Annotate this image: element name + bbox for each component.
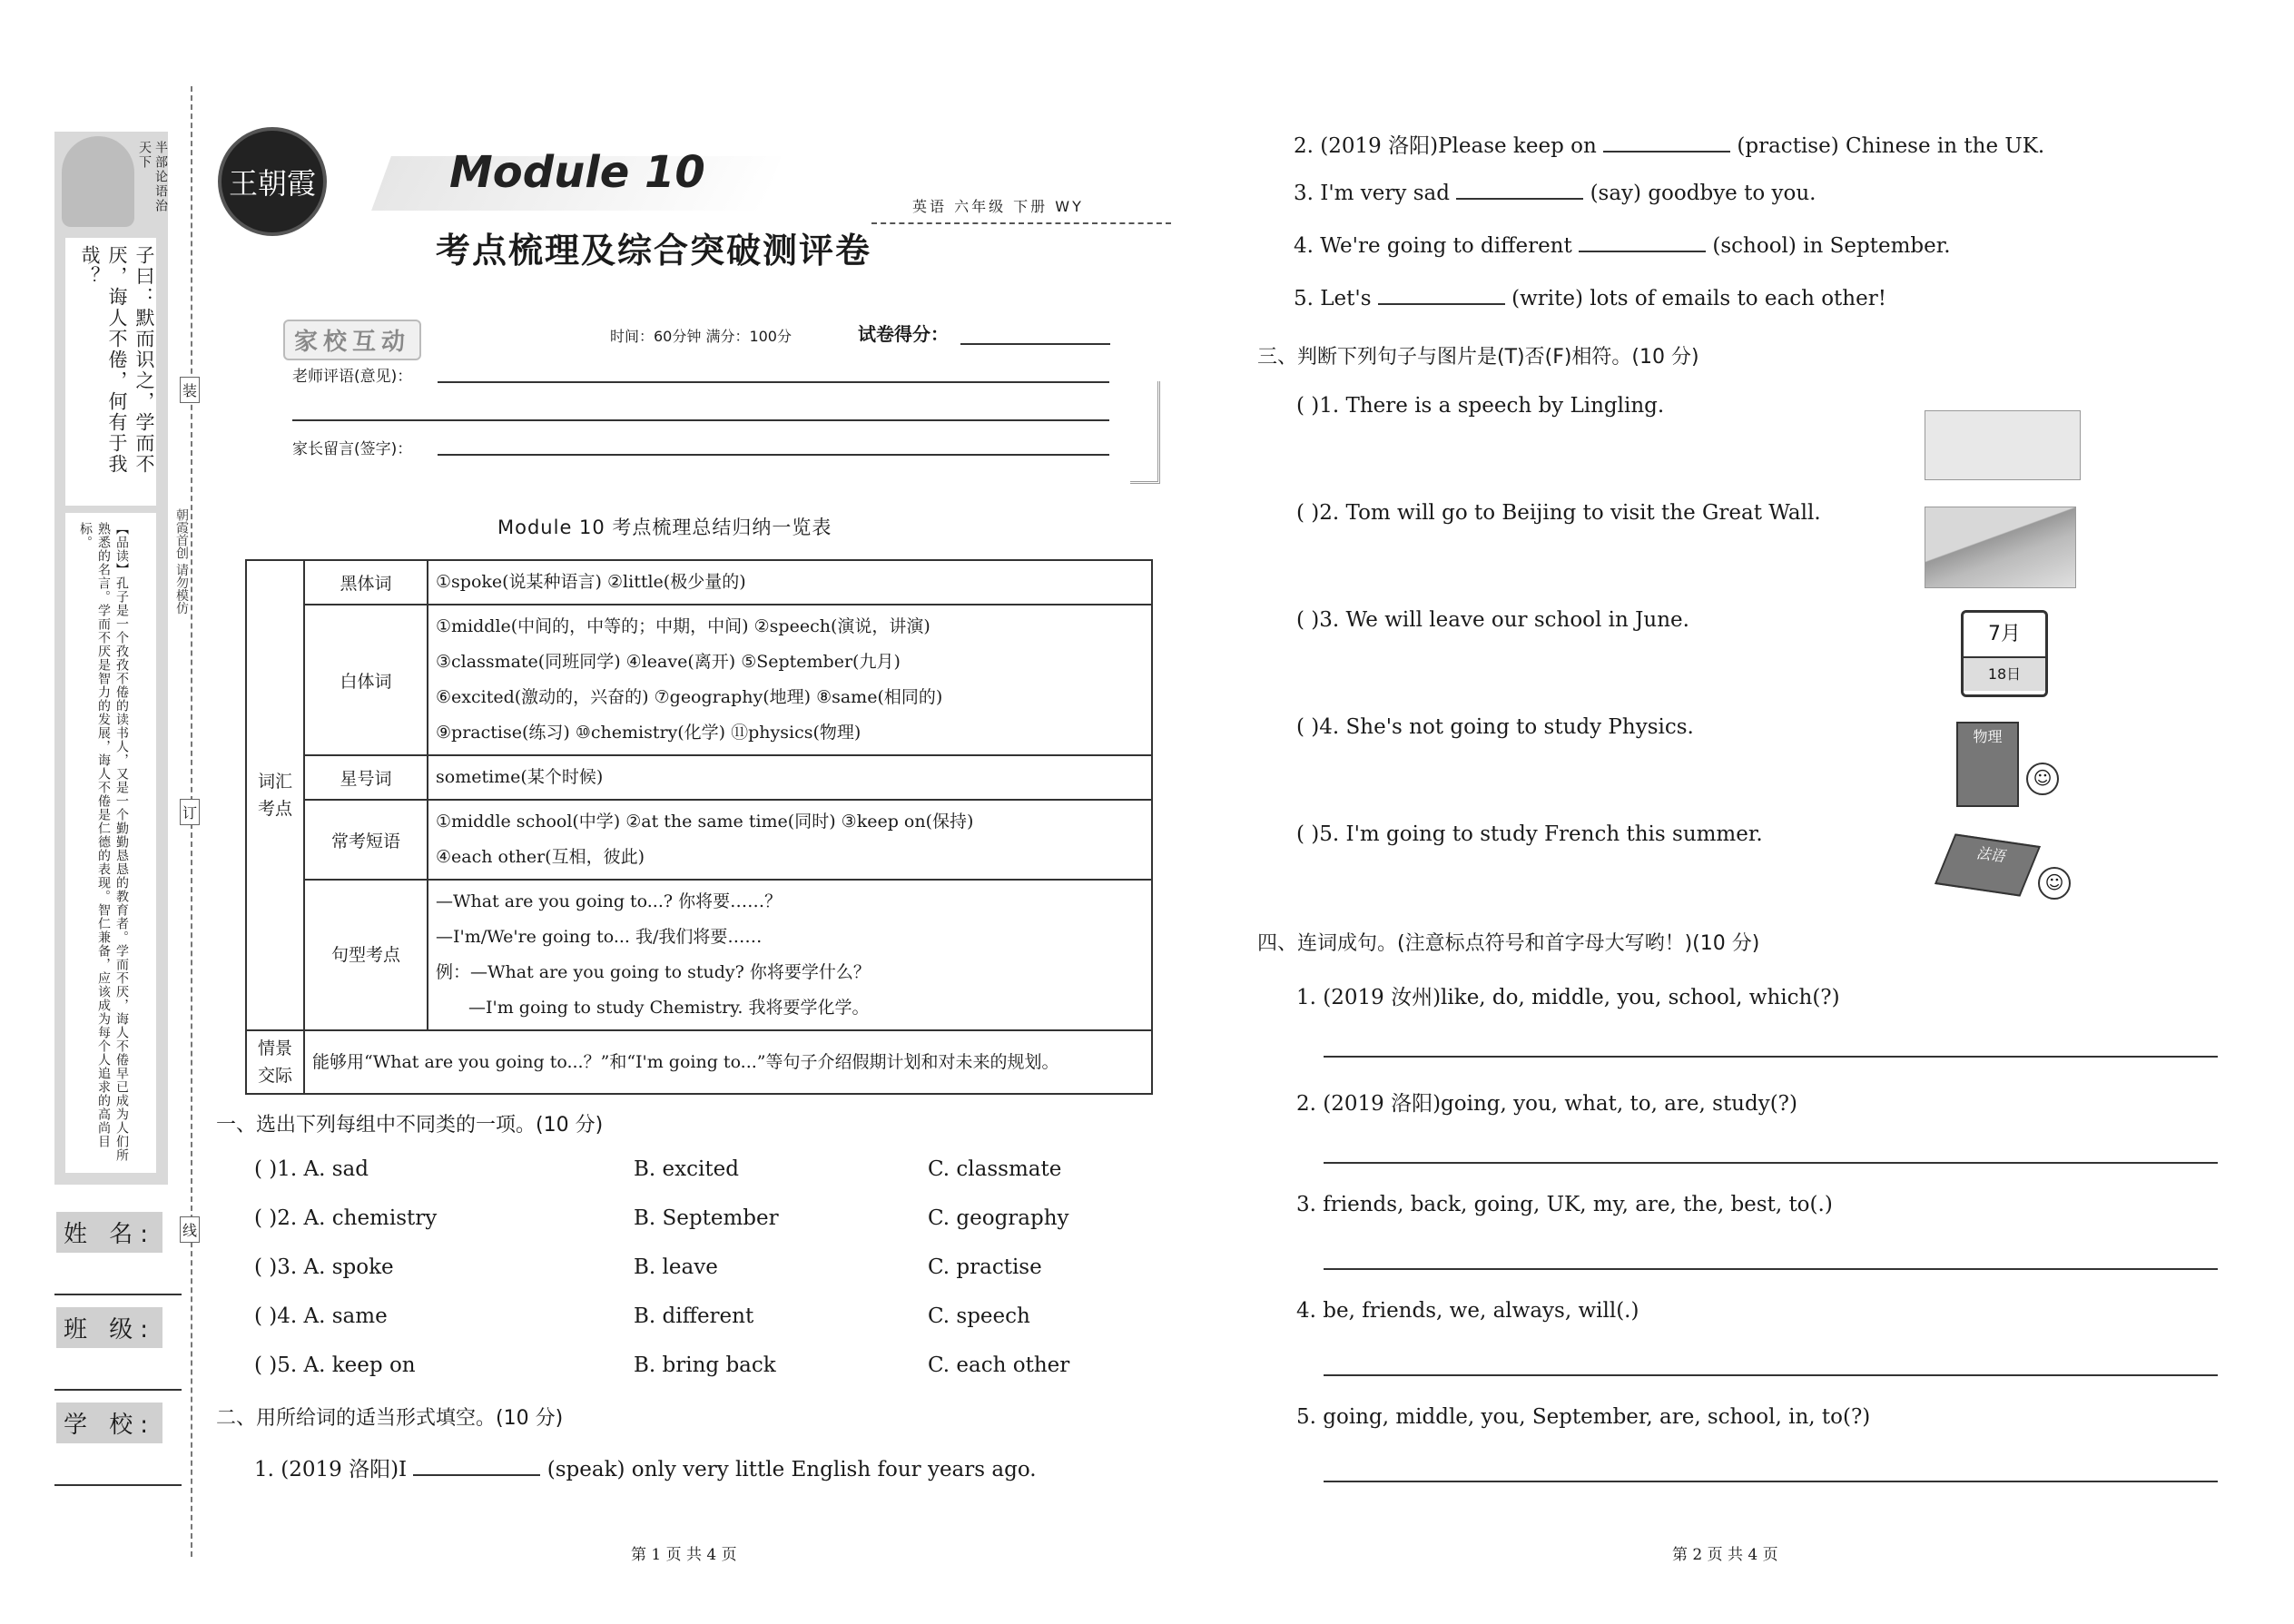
teacher-comment-label: 老师评语(意见)： (292, 368, 413, 386)
table-row (246, 880, 1152, 1030)
phrases-content (428, 800, 1152, 880)
phrase-line: ④each other(互相，彼此) (436, 847, 645, 867)
name-field[interactable] (54, 1294, 182, 1295)
part1-q1-c: C. classmate (928, 1157, 1062, 1181)
phrases-label: 常考短语 (304, 800, 428, 880)
part1-q3: ( )3. A. spoke (254, 1255, 394, 1279)
part4-q1-answer-line[interactable] (1324, 1056, 2218, 1058)
part1-q5-b: B. bring back (634, 1353, 776, 1377)
situation-category: 情景交际 (246, 1030, 304, 1094)
part3-heading: 三、判断下列句子与图片是(T)否(F)相符。(10 分) (1257, 346, 1699, 369)
star-words-content: sometime(某个时候) (428, 755, 1152, 800)
part1-q2: ( )2. A. chemistry (254, 1206, 438, 1230)
part4-q2-answer-line[interactable] (1324, 1162, 2218, 1164)
module-title: Module 10 (449, 147, 705, 198)
part1-q2-c: C. geography (928, 1206, 1069, 1230)
part4-q4-answer-line[interactable] (1324, 1374, 2218, 1376)
sentence-line: —I'm going to study Chemistry. 我将要学化学。 (468, 998, 870, 1018)
summary-table-title: Module 10 考点梳理总结归纳一览表 (497, 517, 832, 538)
home-school-badge: 家校互动 (283, 320, 421, 360)
score-label: 试卷得分： (858, 323, 949, 345)
part1-q1-b: B. excited (634, 1157, 739, 1181)
part2-q3 (1294, 182, 1816, 205)
part2-heading: 二、用所给词的适当形式填空。(10 分) (216, 1407, 564, 1430)
part2-q4 (1294, 234, 1951, 258)
part4-q5: 5. going, middle, you, September, are, school, in, to(?) (1296, 1405, 1871, 1429)
part1-q3-c: C. practise (928, 1255, 1042, 1279)
table-row (246, 1030, 1152, 1094)
phrase-line: ①middle school(中学) ②at the same time(同时) ③keep on(保持) (436, 812, 974, 832)
part4-heading: 四、连词成句。(注意标点符号和首字母大写哟！)(10 分) (1257, 932, 1760, 955)
part4-q5-answer-line[interactable] (1324, 1481, 2218, 1482)
physics-book-icon: 物理 (1956, 722, 2019, 807)
bold-words-content: ①spoke(说某种语言) ②little(极少量的) (428, 560, 1152, 605)
part1-q4-b: B. different (634, 1304, 754, 1328)
smile-icon: ☺ (2038, 867, 2071, 900)
table-row (246, 605, 1152, 755)
part4-q1: 1. (2019 汝州)like, do, middle, you, school, which(?) (1296, 986, 1840, 1009)
sentence-line: 例：—What are you going to study? 你将要学什么？ (436, 962, 871, 982)
part1-q4-c: C. speech (928, 1304, 1030, 1328)
part2-q4-pre: 4. We're going to different (1294, 234, 1572, 258)
bold-words-label: 黑体词 (304, 560, 428, 605)
part3-q3: ( )3. We will leave our school in June. (1296, 608, 1689, 632)
part2-q5-blank[interactable] (1378, 287, 1505, 305)
part1-q5: ( )5. A. keep on (254, 1353, 416, 1377)
decorative-dashed-line (871, 222, 1171, 224)
table-row (246, 800, 1152, 880)
part1-q5-c: C. each other (928, 1353, 1070, 1377)
part2-q4-post: (school) in September. (1712, 234, 1951, 258)
french-book-icon: 法语 (1935, 833, 2041, 896)
part4-q3: 3. friends, back, going, UK, my, are, the, best, to(.) (1296, 1193, 1833, 1216)
white-words-line: ①middle(中间的，中等的；中期，中间) ②speech(演说，讲演) (436, 616, 930, 636)
part1-heading: 一、选出下列每组中不同类的一项。(10 分) (216, 1114, 604, 1137)
part2-q1-blank[interactable] (413, 1458, 540, 1476)
part2-q4-blank[interactable] (1579, 234, 1706, 252)
part4-q3-answer-line[interactable] (1324, 1268, 2218, 1270)
name-label: 姓 名: (56, 1212, 162, 1253)
part4-q2: 2. (2019 洛阳)going, you, what, to, are, study(?) (1296, 1092, 1797, 1116)
classroom-speech-picture (1925, 410, 2081, 480)
part1-q1: ( )1. A. sad (254, 1157, 369, 1181)
smile-icon: ☺ (2026, 763, 2059, 795)
school-label: 学 校: (56, 1403, 162, 1443)
part2-q2 (1294, 129, 2044, 159)
scholar-illustration (62, 136, 134, 227)
grade-tag: 英语 六年级 下册 WY (912, 198, 1084, 215)
sentence-line: —I'm/We're going to... 我/我们将要…… (436, 927, 763, 947)
white-words-line: ⑥excited(激动的，兴奋的) ⑦geography(地理) ⑧same(相同的) (436, 687, 943, 707)
situation-content: 能够用“What are you going to...？”和“I'm going to...”等句子介绍假期计划和对未来的规划。 (304, 1030, 1152, 1094)
parent-comment-label: 家长留言(签字)： (292, 440, 413, 458)
part2-q5-post: (write) lots of emails to each other! (1511, 287, 1886, 310)
sentence-content (428, 880, 1152, 1030)
part1-q2-b: B. September (634, 1206, 779, 1230)
part2-q2-blank[interactable] (1603, 134, 1730, 153)
summary-table (245, 559, 1153, 1095)
part4-q4: 4. be, friends, we, always, will(.) (1296, 1299, 1639, 1323)
time-score-info: 时间：60分钟 满分：100分 (610, 328, 792, 345)
great-wall-picture (1925, 507, 2076, 588)
class-field[interactable] (54, 1389, 182, 1391)
part2-q1-pre: 1. (2019 洛阳)I (254, 1458, 408, 1481)
decorative-bracket (1130, 381, 1160, 484)
vocab-category: 词汇考点 (246, 560, 304, 1030)
score-field[interactable] (960, 343, 1110, 345)
white-words-label: 白体词 (304, 605, 428, 755)
calendar-month: 7月 (1964, 613, 2045, 658)
part2-q1 (254, 1452, 1037, 1482)
part3-q4: ( )4. She's not going to study Physics. (1296, 715, 1694, 739)
page-number-2: 第 2 页 共 4 页 (1672, 1546, 1778, 1564)
teacher-comment-field-2[interactable] (292, 419, 1109, 421)
sentence-line: —What are you going to...? 你将要……？ (436, 891, 783, 911)
school-field[interactable] (54, 1484, 182, 1486)
part2-q3-blank[interactable] (1456, 182, 1583, 200)
pindu-text: 【品读】孔子是一个孜孜不倦的读书人，又是一个勤勤恳恳的教育者。学而不厌，诲人不倦早已成为人们所熟悉的名言。学而不厌是智力的发展，诲人不倦是仁德的表现。智仁兼备，应该成为每个人追求的高尚目标。 (78, 522, 129, 1162)
sentence-category: 句型考点 (304, 880, 428, 1030)
calendar-day: 18日 (1964, 658, 2045, 691)
part3-q5: ( )5. I'm going to study French this summer. (1296, 822, 1763, 846)
table-row (246, 755, 1152, 800)
class-label: 班 级: (56, 1307, 162, 1348)
part1-q4: ( )4. A. same (254, 1304, 388, 1328)
sidebar-header-vertical: 半部论语治天下 (137, 141, 168, 213)
part2-q2-pre: 2. (2019 洛阳)Please keep on (1294, 134, 1597, 158)
part1-q3-b: B. leave (634, 1255, 718, 1279)
part2-q2-post: (practise) Chinese in the UK. (1737, 134, 2045, 158)
part2-q3-pre: 3. I'm very sad (1294, 182, 1450, 205)
copyright-note: 朝霞首创 请勿模仿 (174, 508, 189, 615)
star-words-label: 星号词 (304, 755, 428, 800)
cut-mark-1: 装 (180, 377, 200, 403)
main-title: 考点梳理及综合突破测评卷 (436, 230, 872, 271)
part2-q1-post: (speak) only very little English four years ago. (546, 1458, 1037, 1481)
calendar-icon (1961, 610, 2048, 697)
white-words-line: ⑨practise(练习) ⑩chemistry(化学) ⑪physics(物理) (436, 723, 861, 743)
confucius-quote: 子曰：默而识之，学而不厌，诲人不倦，何有于我哉？ (79, 245, 155, 475)
part3-q1: ( )1. There is a speech by Lingling. (1296, 394, 1665, 418)
table-row (246, 560, 1152, 605)
brand-logo: 王朝霞 (218, 127, 327, 236)
cut-mark-2: 订 (180, 799, 200, 825)
page-number-1: 第 1 页 共 4 页 (631, 1546, 737, 1564)
white-words-line: ③classmate(同班同学) ④leave(离开) ⑤September(九月) (436, 652, 901, 672)
teacher-comment-field[interactable] (438, 381, 1109, 383)
parent-comment-field[interactable] (438, 454, 1109, 456)
cut-mark-3: 线 (180, 1216, 200, 1243)
part2-q5-pre: 5. Let's (1294, 287, 1372, 310)
part2-q3-post: (say) goodbye to you. (1590, 182, 1816, 205)
part3-q2: ( )2. Tom will go to Beijing to visit the Great Wall. (1296, 501, 1821, 525)
part2-q5 (1294, 287, 1886, 310)
white-words-content (428, 605, 1152, 755)
